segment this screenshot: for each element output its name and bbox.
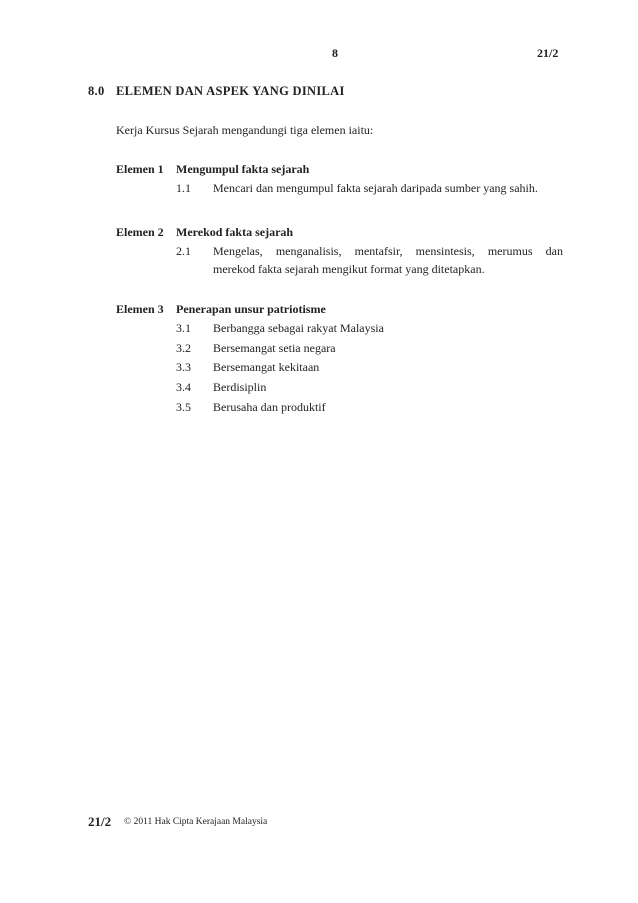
item-2-1-text-line-2: merekod fakta sejarah mengikut format yang ditetapkan. [213,262,485,276]
element-3-label: Elemen 3 [116,302,164,316]
item-3-5-text: Berusaha dan produktif [213,400,326,414]
item-3-2-number: 3.2 [176,341,191,355]
item-3-4-text: Berdisiplin [213,380,267,394]
element-1-label: Elemen 1 [116,162,164,176]
page-number: 8 [332,46,338,60]
section-number: 8.0 [88,84,105,98]
copyright-notice: © 2011 Hak Cipta Kerajaan Malaysia [124,817,268,827]
item-3-5-number: 3.5 [176,400,191,414]
item-3-3-text: Bersemangat kekitaan [213,360,320,374]
item-3-1-text: Berbangga sebagai rakyat Malaysia [213,321,384,335]
item-3-3-number: 3.3 [176,360,191,374]
item-3-2-text: Bersemangat setia negara [213,341,336,355]
element-2-title: Merekod fakta sejarah [176,225,294,239]
intro-text: Kerja Kursus Sejarah mengandungi tiga elemen iaitu: [116,123,374,137]
item-3-4-number: 3.4 [176,380,191,394]
element-3-title: Penerapan unsur patriotisme [176,302,326,316]
item-2-1-number: 2.1 [176,244,191,258]
item-3-1-number: 3.1 [176,321,191,335]
item-1-1-number: 1.1 [176,181,191,195]
paper-code-header: 21/2 [537,46,559,60]
item-1-1-text: Mencari dan mengumpul fakta sejarah daripada sumber yang sahih. [213,181,538,195]
section-title: ELEMEN DAN ASPEK YANG DINILAI [116,84,345,98]
element-2-label: Elemen 2 [116,225,164,239]
element-1-title: Mengumpul fakta sejarah [176,162,310,176]
item-2-1-text-line-1: Mengelas, menganalisis, mentafsir, mensintesis, merumus dan [213,244,563,258]
paper-code-footer: 21/2 [88,814,112,829]
